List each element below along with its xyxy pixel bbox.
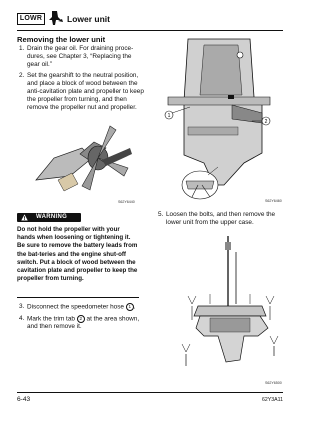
document-code: 62Y3A11 [262,397,283,403]
step-3-number: 3. [19,303,25,310]
step-4-text-a: Mark the trim tab [27,315,75,323]
step-5-line-1: Loosen the bolts, and then remove the [166,211,276,218]
step-1-line-2: dures, see Chapter 3, “Replacing the [27,53,132,60]
page-header-title: Lower unit [67,14,110,24]
section-title: Removing the lower unit [17,35,106,44]
header-rule [17,30,283,31]
lower-unit-removal-illustration [170,232,282,384]
step-1-line-3: gear oil.” [27,61,52,68]
trim-tab-illustration [158,35,283,203]
warning-triangle-icon [21,214,28,221]
step-2-line-5: remove the propeller nut and propeller. [27,104,137,111]
lower-unit-icon [46,9,64,27]
step-2-line-3: anti-cavitation plate and propeller to keep [27,88,144,95]
callout-2-ref: 2 [77,315,85,323]
step-1-number: 1. [19,45,25,52]
propeller-removal-illustration [32,118,136,203]
step-2-number: 2. [19,72,25,79]
trim-tab-fig-code: S62Y6460 [265,199,282,203]
step-2-line-2: and place a block of wood between the [27,80,138,87]
warning-text: Do not hold the propeller with your hands when loosening or tightening it. Be sure to remove the battery leads from the bat-teries and the engine shut-off switch. Put a block of wood between the cavitation plate and propeller to keep the propeller from turning. [17,226,138,283]
step-3-end: . [133,303,136,311]
step-3-line [27,303,136,312]
step-3-text: Disconnect the speedometer hose [27,303,124,311]
propeller-fig-code: S62Y6440 [118,200,135,204]
step-4-text-b: at the area shown, [86,315,140,323]
warning-rule [17,297,139,298]
callout-1-ref: 1 [126,303,134,311]
step-2-line-1: Set the gearshift to the neutral position, [27,72,139,79]
step-4-line-2: and then remove it. [27,323,82,330]
step-4-number: 4. [19,315,25,322]
callout-2-label: 2 [264,119,268,125]
warning-label: WARNING [36,214,68,220]
warning-badge [17,213,81,222]
lower-unit-fig-code: S62Y6500 [265,381,282,385]
step-5-line-2: lower unit from the upper case. [166,219,254,226]
step-1-line-1: Drain the gear oil. For draining proce- [27,45,134,52]
footer-rule [17,392,283,393]
callout-1-label: 1 [167,113,171,119]
page-number: 6-43 [17,396,31,403]
step-2-line-4: the propeller from turning, and then [27,96,127,103]
section-tab: LOWR [17,13,45,25]
step-5-number: 5. [158,211,164,218]
